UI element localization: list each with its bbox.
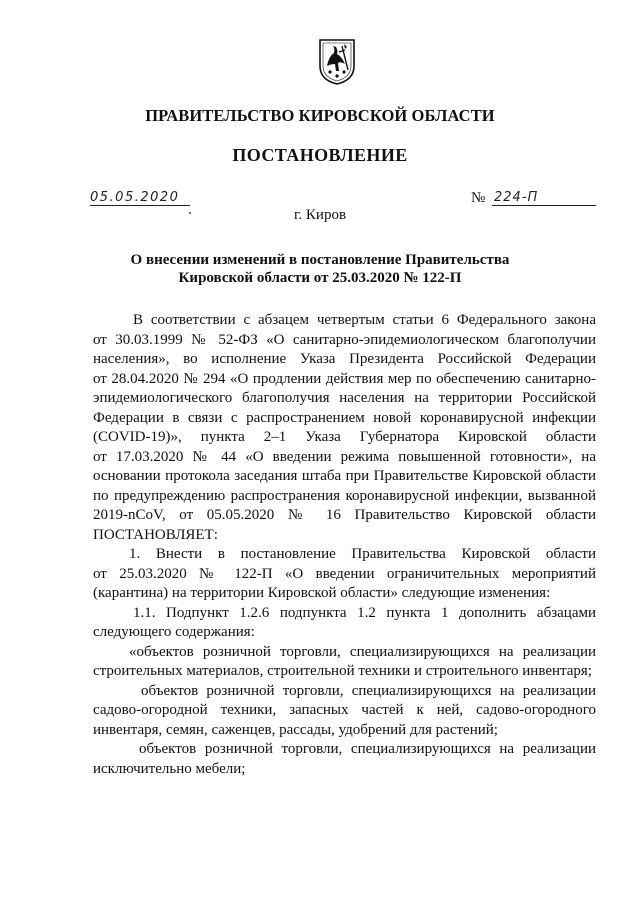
- item-1-line: (карантина) на территории Кировской области» следующие изменения:: [93, 585, 551, 601]
- item-1-line: от 25.03.2020 № 122-П «О введении ограничительных мероприятий: [93, 565, 596, 582]
- quoted-line: объектов розничной торговли, специализирующихся на реализации: [139, 741, 596, 757]
- item-1-1-line: 1.1. Подпункт 1.2.6 подпункта 1.2 пункта 1 дополнить абзацами: [133, 604, 596, 621]
- document-date: 05.05.2020: [90, 191, 190, 206]
- quoted-line: объектов розничной торговли, специализирующихся на реализации: [141, 682, 596, 699]
- quoted-line: исключительно мебели;: [93, 760, 246, 777]
- quoted-line: инвентаря, семян, саженцев, рассады, удобрений для растений;: [93, 721, 498, 738]
- organization-name: ПРАВИТЕЛЬСТВО КИРОВСКОЙ ОБЛАСТИ: [145, 106, 495, 125]
- title-line: О внесении изменений в постановление Правительства: [130, 252, 510, 268]
- quoted-line: строительных материалов, строительной техники и строительного инвентаря;: [93, 663, 592, 679]
- body-line: 2019-nCoV, от 05.05.2020 № 16 Правительство Кировской области: [93, 507, 596, 523]
- quoted-line: «объектов розничной торговли, специализирующихся на реализации: [129, 643, 596, 660]
- body-line: от 17.03.2020 № 44 «О введении режима повышенной готовности», на: [93, 448, 596, 465]
- number-label: №: [471, 190, 486, 206]
- print-speck: [189, 212, 191, 214]
- city: г. Киров: [293, 207, 347, 223]
- quoted-line: садово-огородной техники, запасных частей к ней, садово-огородного: [93, 702, 596, 718]
- document-body: [93, 311, 596, 779]
- title-line: Кировской области от 25.03.2020 № 122-П: [178, 270, 462, 286]
- body-line: Федерации в связи с распространением новой коронавирусной инфекции: [93, 409, 596, 426]
- document-number: 224-П: [492, 190, 596, 206]
- body-line: от 30.03.1999 № 52-ФЗ «О санитарно-эпидемиологическом благополучии: [93, 331, 596, 348]
- item-1-line: 1. Внести в постановление Правительства Кировской области: [129, 546, 596, 562]
- body-line: эпидемиологического благополучия населения на территории Российской: [93, 390, 596, 406]
- item-1-1-line: следующего содержания:: [93, 624, 255, 640]
- body-line: основании протокола заседания штаба при Правительстве Кировской области: [93, 468, 596, 484]
- body-line: ПОСТАНОВЛЯЕТ:: [93, 526, 218, 543]
- document-title: [0, 251, 640, 287]
- body-line: по предупреждению распространения коронавирусной инфекции, вызванной: [93, 487, 596, 504]
- body-line: В соответствии с абзацем четвертым статьи 6 Федерального закона: [133, 312, 596, 328]
- body-line: от 28.04.2020 № 294 «О продлении действия мер по обеспечению санитарно-: [93, 370, 596, 387]
- kirov-coat-of-arms-icon: [318, 36, 356, 86]
- document-type: ПОСТАНОВЛЕНИЕ: [232, 145, 408, 165]
- body-line: (COVID-19)», пункта 2–1 Указа Губернатора Кировской области: [93, 429, 596, 445]
- body-line: населения», во исполнение Указа Президента Российской Федерации: [93, 351, 596, 367]
